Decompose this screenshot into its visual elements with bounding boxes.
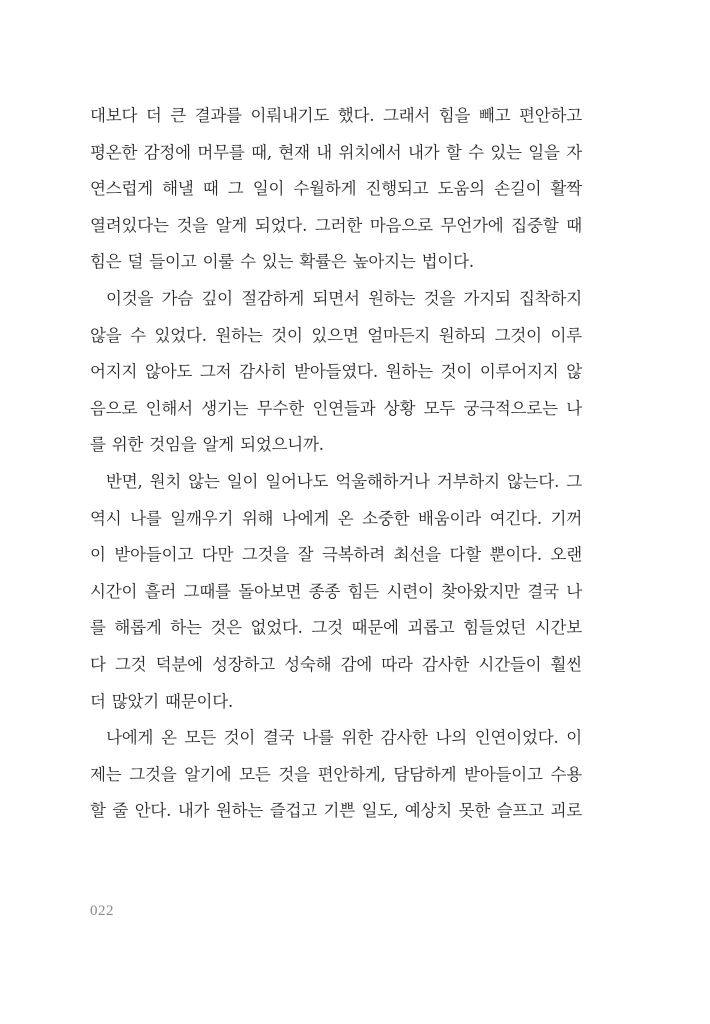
text-line: 반면, 원치 않는 일이 일어나도 억울해하거나 거부하지 않는다. 그	[106, 471, 582, 491]
text-line: 연스럽게 해낼 때 그 일이 수월하게 진행되고 도움의 손길이 활짝	[90, 179, 582, 199]
text-line: 힘은 덜 들이고 이룰 수 있는 확률은 높아지는 법이다.	[90, 252, 474, 272]
body-text	[90, 98, 582, 830]
text-line: 나에게 온 모든 것이 결국 나를 위한 감사한 나의 인연이었다. 이	[106, 728, 582, 748]
text-line: 를 해롭게 하는 것은 없었다. 그것 때문에 괴롭고 힘들었던 시간보	[90, 618, 582, 638]
text-line: 않을 수 있었다. 원하는 것이 있으면 얼마든지 원하되 그것이 이루	[90, 325, 582, 345]
text-line: 음으로 인해서 생기는 무수한 인연들과 상황 모두 궁극적으로는 나	[90, 398, 582, 418]
page-number: 022	[90, 903, 114, 919]
text-line: 평온한 감정에 머무를 때, 현재 내 위치에서 내가 할 수 있는 일을 자	[90, 142, 582, 162]
text-line: 할 줄 안다. 내가 원하는 즐겁고 기쁜 일도, 예상치 못한 슬프고 괴로	[90, 801, 582, 821]
text-line: 이것을 가슴 깊이 절감하게 되면서 원하는 것을 가지되 집착하지	[106, 288, 582, 308]
text-line: 대보다 더 큰 결과를 이뤄내기도 했다. 그래서 힘을 빼고 편안하고	[90, 106, 582, 125]
text-line: 역시 나를 일깨우기 위해 나에게 온 소중한 배움이라 여긴다. 기꺼	[90, 508, 582, 528]
text-line: 열려있다는 것을 알게 되었다. 그러한 마음으로 무언가에 집중할 때	[90, 215, 582, 235]
text-line: 제는 그것을 알기에 모든 것을 편안하게, 담담하게 받아들이고 수용	[90, 764, 582, 784]
text-line: 시간이 흘러 그때를 돌아보면 종종 힘든 시련이 찾아왔지만 결국 나	[90, 581, 582, 601]
text-line: 더 많았기 때문이다.	[90, 691, 234, 711]
text-line: 를 위한 것임을 알게 되었으니까.	[90, 435, 324, 455]
text-line: 다 그것 덕분에 성장하고 성숙해 감에 따라 감사한 시간들이 훨씬	[90, 654, 582, 674]
text-line: 어지지 않아도 그저 감사히 받아들였다. 원하는 것이 이루어지지 않	[90, 362, 582, 382]
text-line: 이 받아들이고 다만 그것을 잘 극복하려 최선을 다할 뿐이다. 오랜	[90, 545, 582, 565]
